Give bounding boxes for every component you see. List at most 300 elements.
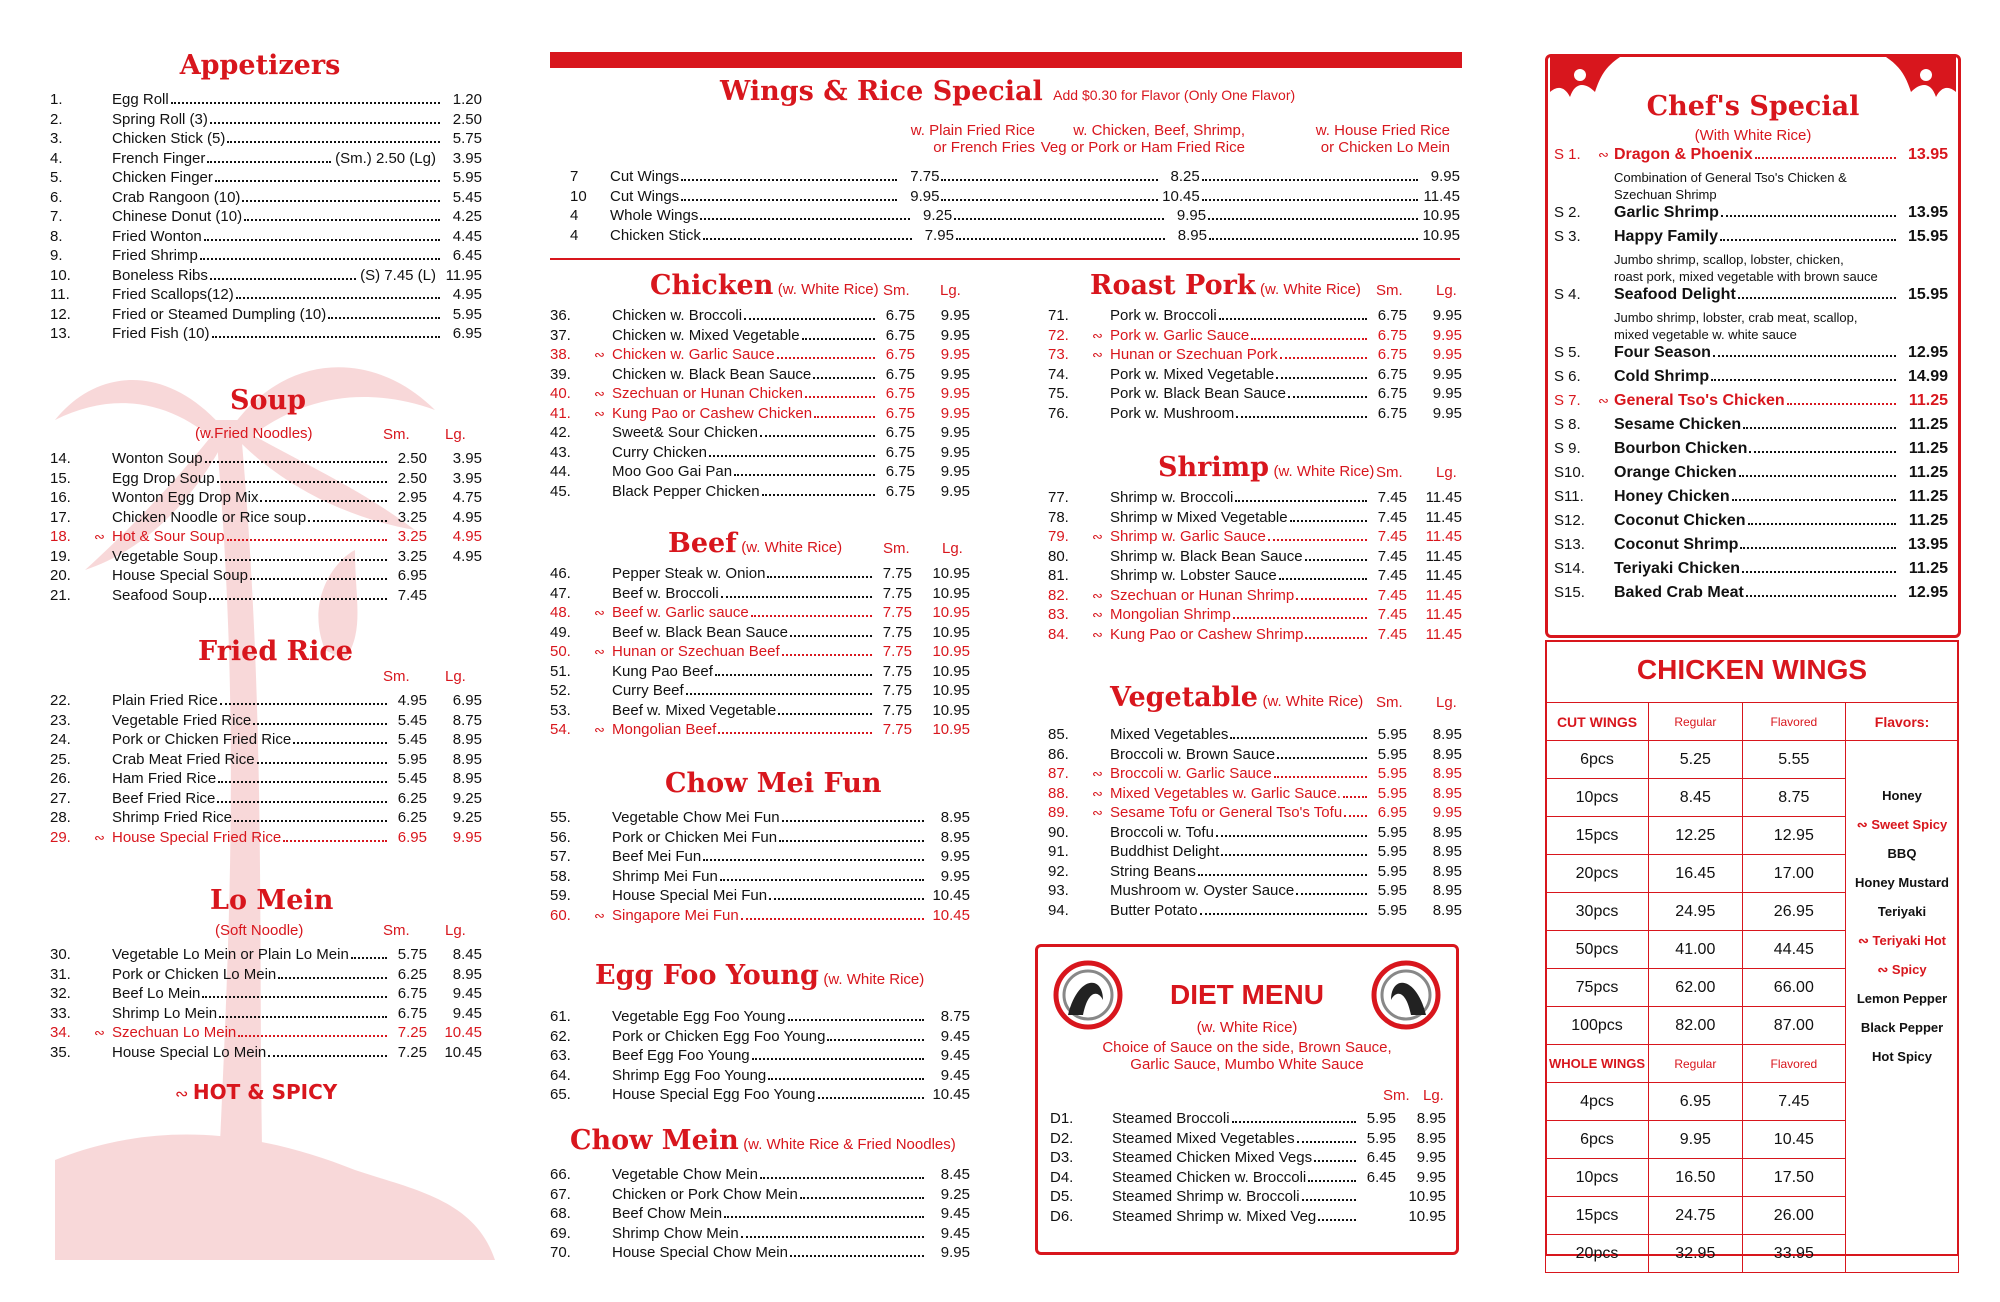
- dot-leader: [1711, 378, 1896, 381]
- item-name: Shrimp Egg Foo Young: [612, 1066, 767, 1084]
- appetizer-item: [50, 246, 482, 266]
- chicken-item: [550, 462, 970, 482]
- item-name: Singapore Mei Fun: [612, 906, 739, 924]
- item-number: 90.: [1048, 823, 1069, 841]
- dot-leader: [1219, 317, 1367, 320]
- item-large-price: 11.45: [1425, 508, 1462, 526]
- item-price: 6.75: [1377, 404, 1407, 422]
- item-name: Steamed Shrimp w. Mixed Veg: [1112, 1207, 1317, 1225]
- item-large-price: 9.95: [1432, 326, 1462, 344]
- item-description: Szechuan Shrimp: [1614, 187, 1717, 202]
- egg-foo-young-subtitle: (w. White Rice): [823, 971, 925, 988]
- lo-mein-item: [50, 965, 482, 985]
- chili-pepper-icon: ∾: [1092, 587, 1103, 603]
- item-large-price: 10.95: [1408, 1188, 1446, 1205]
- dot-leader: [1713, 354, 1896, 357]
- item-price: 9.25: [940, 1185, 970, 1203]
- dot-leader: [769, 897, 924, 900]
- item-number: 20.: [50, 567, 71, 584]
- chefs-special-item: [1554, 439, 1948, 463]
- vegetable-item: [1048, 784, 1462, 804]
- lo-mein-list: [50, 945, 482, 1062]
- item-price: 12.95: [1907, 584, 1948, 601]
- chili-pepper-icon: ∾: [1598, 147, 1609, 162]
- item-name: Chicken or Pork Chow Mein: [612, 1185, 798, 1203]
- header-2-line-1: w. Chicken, Beef, Shrimp,: [1073, 122, 1245, 139]
- item-name: Shrimp Mei Fun: [612, 867, 718, 885]
- item-name: Vegetable Chow Mein: [612, 1166, 758, 1183]
- item-price: 5.95: [1366, 1129, 1396, 1147]
- item-name: Honey Chicken: [1614, 488, 1730, 505]
- item-name: Kung Pao Beef: [612, 662, 713, 680]
- item-number: 58.: [550, 867, 571, 885]
- flavored-price: 7.45: [1742, 1083, 1845, 1121]
- dot-leader: [1232, 1120, 1356, 1123]
- item-price: 11.25: [1908, 512, 1948, 529]
- beef-sm-header: Sm.: [883, 540, 910, 557]
- item-name: Szechuan or Hunan Shrimp: [1110, 586, 1295, 604]
- chefs-special-item: [1554, 535, 1948, 559]
- dot-leader: [260, 499, 387, 502]
- item-price: 5.75: [452, 130, 482, 147]
- item-number: D4.: [1050, 1168, 1074, 1186]
- dot-leader: [814, 415, 875, 418]
- item-description: Combination of General Tso's Chicken &: [1614, 170, 1847, 185]
- item-price: 7.45: [1377, 508, 1407, 526]
- item-name: Fried Fish (10): [112, 325, 210, 342]
- item-number: 68.: [550, 1205, 571, 1222]
- dot-leader: [238, 1034, 387, 1037]
- item-price: 6.75: [1377, 385, 1407, 402]
- item-number: S 1.: [1554, 146, 1581, 163]
- dot-leader: [220, 702, 387, 705]
- item-name: Pork w. Black Bean Sauce: [1110, 385, 1286, 402]
- item-name: House Special Lo Mein: [112, 1043, 267, 1061]
- dot-leader: [1268, 538, 1367, 541]
- item-description: Jumbo shrimp, lobster, crab meat, scallop,: [1614, 310, 1858, 325]
- vegetable-item: [1048, 764, 1462, 784]
- item-number: 8.: [50, 227, 63, 245]
- item-name: Plain Fried Rice: [112, 692, 218, 709]
- wing-count: 15pcs: [1546, 1197, 1649, 1235]
- fried-rice-item: [50, 691, 482, 711]
- item-number: S13.: [1554, 536, 1585, 553]
- appetizer-item: [50, 324, 482, 344]
- item-number: 82.: [1048, 586, 1069, 604]
- item-number: 25.: [50, 750, 71, 768]
- vegetable-item: [1048, 881, 1462, 901]
- item-number: 70.: [550, 1244, 571, 1261]
- item-number: 50.: [550, 643, 571, 660]
- item-price: 12.95: [1907, 344, 1948, 361]
- item-name: Egg Drop Soup: [112, 469, 215, 487]
- regular-price: 24.75: [1649, 1197, 1743, 1235]
- chicken-item: [550, 306, 970, 326]
- egg-foo-young-item: [550, 1046, 970, 1066]
- dot-leader: [218, 780, 387, 783]
- flavors-list: [1846, 741, 1959, 1273]
- item-number: 48.: [550, 604, 571, 621]
- soup-item: [50, 527, 482, 547]
- regular-price: 12.25: [1649, 817, 1743, 855]
- item-price: 6.75: [885, 307, 915, 324]
- item-price: 10.45: [932, 1086, 970, 1103]
- item-number: 77.: [1048, 489, 1069, 506]
- appetizers-section: [50, 50, 482, 342]
- fried-rice-item: [50, 828, 482, 848]
- dot-leader: [250, 577, 387, 580]
- item-large-price: 8.95: [1432, 765, 1462, 782]
- item-name: Sesame Tofu or General Tso's Tofu: [1110, 804, 1343, 821]
- item-name: Shrimp w. Garlic Sauce: [1110, 528, 1266, 545]
- flavored-price: 26.00: [1742, 1197, 1845, 1235]
- appetizer-item: [50, 110, 482, 130]
- vegetable-lg-header: Lg.: [1436, 694, 1457, 711]
- wing-count: 10pcs: [1546, 1159, 1649, 1197]
- item-price: 6.45: [452, 247, 482, 264]
- item-name: Garlic Shrimp: [1614, 204, 1719, 221]
- item-number: 11.: [50, 286, 70, 303]
- item-price: 7.75: [882, 682, 912, 699]
- item-price: 7.45: [1377, 547, 1407, 565]
- dot-leader: [200, 257, 440, 260]
- flavored-price: 26.95: [1742, 893, 1845, 931]
- item-price: 4.25: [452, 208, 482, 225]
- item-name: Shrimp w. Broccoli: [1110, 489, 1234, 506]
- item-number: S 3.: [1554, 228, 1581, 245]
- item-number: 22.: [50, 692, 71, 709]
- item-name: Pork or Chicken Mei Fun: [612, 828, 778, 846]
- item-large-price: 10.95: [932, 662, 970, 680]
- dot-leader: [805, 395, 875, 398]
- item-name: Broccoli w. Garlic Sauce: [1110, 765, 1272, 782]
- item-price: 8.95: [940, 809, 970, 826]
- header-3-line-1: w. House Fried Rice: [1315, 122, 1450, 139]
- item-number: 86.: [1048, 745, 1069, 763]
- item-price: 6.75: [1377, 346, 1407, 363]
- item-price: 7.25: [397, 1024, 427, 1041]
- roast-pork-lg-header: Lg.: [1436, 282, 1457, 299]
- flavor-hot: [1847, 926, 1957, 955]
- soup-lg-header: Lg.: [445, 426, 466, 443]
- roast-pork-sm-header: Sm.: [1376, 282, 1403, 299]
- item-large-price: 8.95: [452, 731, 482, 748]
- item-number: 18.: [50, 528, 71, 545]
- item-number: S 6.: [1554, 368, 1581, 385]
- dot-leader: [244, 218, 440, 221]
- item-number: 28.: [50, 809, 71, 826]
- item-name: Wonton Egg Drop Mix: [112, 489, 259, 506]
- lo-mein-lg-header: Lg.: [445, 922, 466, 939]
- flavored-header: Flavored: [1742, 1045, 1845, 1083]
- beef-item: [550, 701, 970, 721]
- item-number: 9.: [50, 247, 63, 264]
- item-price: 5.95: [1366, 1110, 1396, 1127]
- dot-leader: [257, 761, 387, 764]
- dot-leader: [1202, 198, 1418, 201]
- item-price: 13.95: [1907, 146, 1948, 163]
- flavor: [1847, 839, 1957, 868]
- item-price: 6.75: [397, 985, 427, 1002]
- chicken-heading: [650, 270, 879, 301]
- wings-rice-header-3: [1250, 122, 1450, 156]
- chicken-sm-header: Sm.: [883, 282, 910, 299]
- item-number: 88.: [1048, 784, 1069, 802]
- soup-item: [50, 488, 482, 508]
- item-large-price: 10.95: [932, 682, 970, 699]
- item-price: 6.45: [1366, 1168, 1396, 1186]
- diet-note-line-1: Choice of Sauce on the side, Brown Sauce,: [1102, 1039, 1392, 1056]
- chefs-special-item: [1554, 415, 1948, 439]
- item-name: Curry Beef: [612, 682, 684, 699]
- item-name: Butter Potato: [1110, 901, 1198, 919]
- flavor-name: Teriyaki: [1877, 904, 1927, 919]
- chow-mei-fun-item: [550, 847, 970, 867]
- chefs-special-item: [1554, 511, 1948, 535]
- appetizer-item: [50, 188, 482, 208]
- dot-leader: [1720, 238, 1896, 241]
- item-name: Beef w. Garlic sauce: [612, 604, 749, 621]
- price-a: 7.95: [924, 226, 954, 244]
- chow-mei-fun-item: [550, 808, 970, 828]
- dot-leader: [768, 1077, 924, 1080]
- item-large-price: 8.95: [1432, 745, 1462, 763]
- dot-leader: [782, 819, 924, 822]
- item-number: 80.: [1048, 547, 1069, 565]
- item-name: Curry Chicken: [612, 443, 708, 461]
- item-name: Mixed Vegetables w. Garlic Sauce.: [1110, 784, 1341, 802]
- wing-count: 20pcs: [1546, 855, 1649, 893]
- roast-pork-list: [1048, 306, 1462, 423]
- item-price: 14.99: [1907, 368, 1948, 385]
- dot-leader: [253, 722, 387, 725]
- item-price: 7.75: [882, 721, 912, 738]
- item-number: 85.: [1048, 726, 1069, 743]
- dot-leader: [227, 538, 387, 541]
- item-name: Shrimp w Mixed Vegetable: [1110, 508, 1288, 526]
- beef-lg-header: Lg.: [942, 540, 963, 557]
- item-large-price: 10.95: [932, 721, 970, 738]
- dot-leader: [954, 217, 1164, 220]
- item-number: 56.: [550, 828, 571, 846]
- shrimp-item: [1048, 547, 1462, 567]
- chili-pepper-icon: ∾: [1092, 785, 1103, 801]
- item-number: S14.: [1554, 560, 1585, 577]
- item-number: 51.: [550, 662, 571, 680]
- item-name: Seafood Delight: [1614, 286, 1736, 303]
- wing-count: 6pcs: [1546, 741, 1649, 779]
- item-number: 47.: [550, 584, 571, 602]
- dot-leader: [1251, 337, 1367, 340]
- wings-rice-item: [550, 226, 1460, 246]
- item-name: Beef w. Black Bean Sauce: [612, 623, 788, 641]
- diet-item: [1050, 1148, 1446, 1168]
- chow-mei-fun-list: [550, 808, 970, 925]
- beef-list: [550, 564, 970, 740]
- shrimp-lg-header: Lg.: [1436, 464, 1457, 481]
- item-large-price: 10.45: [444, 1043, 482, 1061]
- item-price: 10.45: [932, 887, 970, 904]
- chefs-special-item: [1554, 227, 1948, 251]
- wing-count: 4pcs: [1546, 1083, 1649, 1121]
- item-name: Fried or Steamed Dumpling (10): [112, 305, 327, 323]
- wings-rice-item: [550, 187, 1460, 207]
- item-count: 7: [570, 168, 579, 185]
- item-price: 6.45: [1366, 1149, 1396, 1166]
- flavored-price: 87.00: [1742, 1007, 1845, 1045]
- shrimp-item: [1048, 605, 1462, 625]
- chicken-list: [550, 306, 970, 501]
- wings-rice-item: [550, 167, 1460, 187]
- item-number: 74.: [1048, 365, 1069, 383]
- item-name: Pork w. Mushroom: [1110, 404, 1235, 422]
- vegetable-item: [1048, 862, 1462, 882]
- flavored-price: 17.50: [1742, 1159, 1845, 1197]
- dot-leader: [1296, 892, 1367, 895]
- fried-rice-list: [50, 691, 482, 847]
- dot-leader: [700, 217, 910, 220]
- item-large-price: 9.95: [1432, 404, 1462, 422]
- diet-item: [1050, 1187, 1446, 1207]
- item-name: Chicken w. Black Bean Sauce: [612, 365, 812, 383]
- item-large-price: 9.95: [1432, 804, 1462, 821]
- header-1-line-1: w. Plain Fried Rice: [910, 122, 1035, 139]
- diet-item: [1050, 1207, 1446, 1227]
- item-price: 2.50: [452, 110, 482, 128]
- soup-list: [50, 449, 482, 605]
- item-large-price: 9.95: [1432, 365, 1462, 383]
- dot-leader: [1787, 402, 1896, 405]
- item-number: 61.: [550, 1008, 571, 1025]
- item-name: Crab Rangoon (10): [112, 188, 241, 206]
- chow-mein-item: [550, 1185, 970, 1205]
- chow-mei-fun-item: [550, 906, 970, 926]
- dot-leader: [779, 839, 924, 842]
- beef-item: [550, 720, 970, 740]
- item-number: S 7.: [1554, 392, 1581, 409]
- regular-price: 62.00: [1649, 969, 1743, 1007]
- item-large-price: 8.95: [452, 965, 482, 983]
- item-description: roast pork, mixed vegetable with brown sauce: [1614, 269, 1878, 284]
- chili-pepper-icon: ∾: [594, 386, 605, 401]
- item-large-price: 11.45: [1425, 528, 1462, 545]
- item-number: 54.: [550, 721, 571, 738]
- item-large-price: 9.45: [452, 985, 482, 1002]
- fried-rice-item: [50, 789, 482, 809]
- item-name: Pork or Chicken Fried Rice: [112, 731, 292, 748]
- item-number: 57.: [550, 848, 571, 865]
- diet-list: [1050, 1109, 1446, 1226]
- item-name: Beef Lo Mein: [112, 985, 201, 1002]
- item-price: 4.95: [452, 286, 482, 303]
- item-number: 65.: [550, 1086, 571, 1103]
- item-large-price: 8.95: [1432, 862, 1462, 880]
- dot-leader: [741, 917, 924, 920]
- dot-leader: [215, 179, 440, 182]
- item-number: D6.: [1050, 1207, 1074, 1225]
- dot-leader: [1209, 237, 1418, 240]
- egg-foo-young-item: [550, 1066, 970, 1086]
- item-name: Vegetable Chow Mei Fun: [612, 809, 780, 826]
- item-number: S 2.: [1554, 204, 1581, 221]
- chili-pepper-icon: ∾: [1092, 327, 1103, 343]
- dot-leader: [818, 1096, 925, 1099]
- item-price: 7.45: [1377, 625, 1407, 643]
- chow-mein-item: [550, 1165, 970, 1185]
- chili-pepper-icon: ∾: [1092, 607, 1103, 622]
- dot-leader: [1314, 1159, 1356, 1162]
- dot-leader: [782, 653, 872, 656]
- regular-price: 24.95: [1649, 893, 1743, 931]
- item-price: 7.75: [882, 565, 912, 582]
- roast-pork-item: [1048, 326, 1462, 346]
- price-a: 9.95: [910, 187, 940, 205]
- vegetable-item: [1048, 725, 1462, 745]
- regular-price: 16.45: [1649, 855, 1743, 893]
- dot-leader: [1202, 178, 1418, 181]
- wings-rice-header-2: [1005, 122, 1245, 156]
- wings-rice-note: Add $0.30 for Flavor (Only One Flavor): [1053, 87, 1296, 103]
- dot-leader: [1748, 522, 1896, 525]
- shrimp-sm-header: Sm.: [1376, 464, 1403, 481]
- item-number: 73.: [1048, 346, 1069, 363]
- item-name: Mixed Vegetables: [1110, 726, 1229, 743]
- appetizers-title: Appetizers: [179, 50, 341, 81]
- chili-pepper-icon: ∾: [94, 1025, 105, 1040]
- appetizer-item: [50, 149, 482, 169]
- chefs-special-item: [1554, 583, 1948, 607]
- wings-rice-title: Wings & Rice Special: [720, 76, 1043, 107]
- item-name: Mongolian Shrimp: [1110, 606, 1231, 623]
- dot-leader: [1274, 775, 1367, 778]
- chicken-wings-title: CHICKEN WINGS: [1636, 654, 1868, 685]
- chili-pepper-icon: ∾: [1092, 529, 1103, 544]
- item-price: 6.75: [885, 443, 915, 461]
- item-name: Vegetable Lo Mein or Plain Lo Mein: [112, 946, 349, 963]
- diet-item: [1050, 1129, 1446, 1149]
- item-number: D2.: [1050, 1129, 1074, 1147]
- item-name: Vegetable Soup: [112, 547, 218, 565]
- chow-mei-fun-title: Chow Mei Fun: [665, 768, 882, 799]
- dot-leader: [941, 198, 1157, 201]
- item-large-price: 8.95: [1432, 843, 1462, 860]
- item-price: 15.95: [1907, 228, 1948, 245]
- chicken-subtitle: (w. White Rice): [777, 281, 879, 298]
- lo-mein-item: [50, 984, 482, 1004]
- item-name: Fried Wonton: [112, 227, 202, 245]
- item-large-price: 8.95: [1432, 823, 1462, 841]
- regular-price: 5.25: [1649, 741, 1743, 779]
- item-name: Shrimp Fried Rice: [112, 809, 233, 826]
- item-price: 6.75: [885, 424, 915, 441]
- lo-mein-item: [50, 1004, 482, 1024]
- soup-item: [50, 586, 482, 606]
- dot-leader: [788, 1018, 925, 1021]
- item-number: 3.: [50, 130, 63, 147]
- dot-leader: [1279, 577, 1367, 580]
- dot-leader: [1732, 498, 1896, 501]
- item-number: S10.: [1554, 464, 1585, 481]
- item-name: Broccoli w. Tofu: [1110, 823, 1214, 841]
- dot-leader: [1198, 873, 1367, 876]
- item-description: Jumbo shrimp, scallop, lobster, chicken,: [1614, 252, 1844, 267]
- chili-pepper-icon: ∾: [594, 605, 605, 620]
- item-number: 66.: [550, 1166, 571, 1183]
- item-name: Orange Chicken: [1614, 464, 1737, 481]
- chow-mein-item: [550, 1224, 970, 1244]
- chili-pepper-icon: ∾: [1856, 817, 1872, 832]
- item-number: 16.: [50, 489, 71, 506]
